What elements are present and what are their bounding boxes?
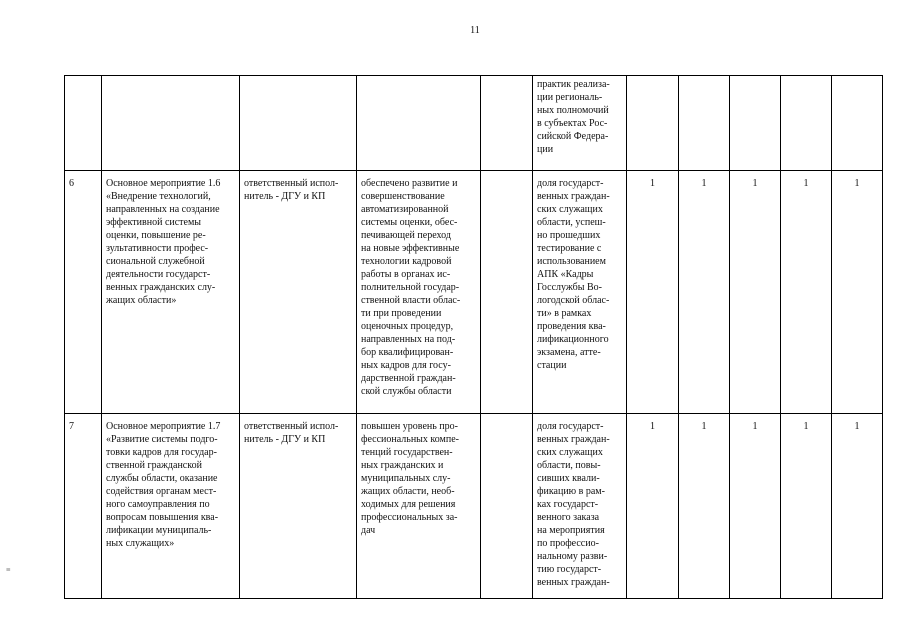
blank-cell <box>481 76 533 171</box>
value-cell <box>679 76 730 171</box>
executor-cell: ответственный испол- нитель - ДГУ и КП <box>240 171 357 414</box>
value-cell: 1 <box>730 171 781 414</box>
row-number-cell: 7 <box>65 414 102 599</box>
table-row <box>65 171 883 414</box>
blank-cell <box>481 171 533 414</box>
measure-name-cell: Основное мероприятие 1.6 «Внедрение технологий, направленных на создание эффективной системы оценки, повышение ре- зультативности профес- сиональной служебной деятельности государст- венных гражданских слу- жащих области» <box>102 171 240 414</box>
value-cell <box>832 76 883 171</box>
executor-cell: ответственный испол- нитель - ДГУ и КП <box>240 414 357 599</box>
value-cell <box>730 76 781 171</box>
value-cell: 1 <box>627 171 679 414</box>
expected-result-cell <box>357 76 481 171</box>
indicator-cell: практик реализа- ции региональ- ных полномочий в субъектах Рос- сийской Федера- ции <box>533 76 627 171</box>
value-cell: 1 <box>627 414 679 599</box>
value-cell: 1 <box>832 414 883 599</box>
table-body <box>65 76 883 599</box>
table-row <box>65 76 883 171</box>
expected-result-cell: обеспечено развитие и совершенствование автоматизированной системы оценки, обес- печивающей переход на новые эффективные технологии кадровой работы в органах ис- полнительной государ- ственной власти облас- ти при проведении оценочных процедур, направленных на под- бор квалифицирован- ных кадров для госу- дарственной граждан- ской службы области <box>357 171 481 414</box>
table-row <box>65 414 883 599</box>
executor-cell <box>240 76 357 171</box>
row-number-cell <box>65 76 102 171</box>
expected-result-cell: повышен уровень про- фессиональных компе- тенций государствен- ных гражданских и муниципальных слу- жащих области, необ- ходимых для решения профессиональных за- дач <box>357 414 481 599</box>
value-cell: 1 <box>781 414 832 599</box>
value-cell: 1 <box>679 171 730 414</box>
scan-mark: ≡ <box>6 565 11 574</box>
value-cell: 1 <box>832 171 883 414</box>
indicator-cell: доля государст- венных граждан- ских служащих области, повы- сивших квали- фикацию в рам- ках государст- венного заказа на мероприятия по профессио- нальному разви- тию государст- венных граждан- <box>533 414 627 599</box>
row-number-cell: 6 <box>65 171 102 414</box>
program-table <box>64 75 883 599</box>
indicator-cell: доля государст- венных граждан- ских служащих области, успеш- но прошедших тестирование с использованием АПК «Кадры Госслужбы Во- логодской облас- ти» в рамках проведения ква- лификационного экзамена, атте- стации <box>533 171 627 414</box>
measure-name-cell <box>102 76 240 171</box>
value-cell: 1 <box>679 414 730 599</box>
value-cell: 1 <box>781 171 832 414</box>
blank-cell <box>481 414 533 599</box>
value-cell <box>627 76 679 171</box>
measure-name-cell: Основное мероприятие 1.7 «Развитие системы подго- товки кадров для государ- ственной гражданской службы области, оказание содействия органам мест- ного самоуправления по вопросам повышения ква- лификации муниципаль- ных служащих» <box>102 414 240 599</box>
value-cell <box>781 76 832 171</box>
value-cell: 1 <box>730 414 781 599</box>
page-number: 11 <box>470 25 480 36</box>
